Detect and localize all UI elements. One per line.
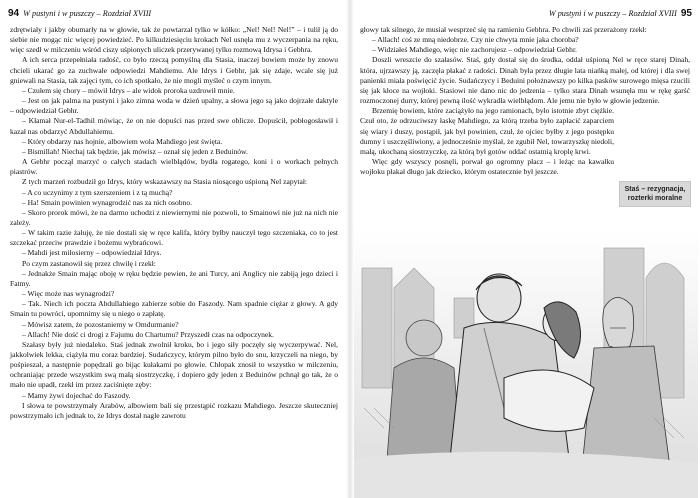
paragraph: – Skoro prorok mówi, że na darmo uchodzi z niewiernymi nie pozwoli, to Smainowi nie już na nich nie zależy. — [10, 207, 338, 227]
paragraph: – Czułem się chory – mówił Idrys – ale widok proroka uzdrowił mnie. — [22, 85, 235, 95]
paragraph: A ich serca przepełniała radość, co było rzeczą pomyślną dla Stasia, inaczej bowiem może by znowu chcieli ukarać go za zuchwałe odpowiedzi Mahdiemu. Ale Idrys i Gebhr, jak się zdaje, wcale się już gniewali na Stasia, tak zajęci tym, co ich spotkało, że nie mogli myśleć o czym innym. — [10, 55, 338, 85]
left-page-header — [8, 8, 155, 19]
paragraph: – Mamy żywi dojechać do Faszody. — [22, 390, 131, 400]
paragraph: A Gebhr począł marzyć o całych stadach wielbłądów, bydła rogatego, koni i o workach pełnych piastrów. — [10, 157, 338, 177]
paragraph: – Jednakże Smain mając oboję w ręku będzie pewien, że ani Turcy, ani Anglicy nie zabiją jego dzieci i Fatmy. — [10, 268, 338, 288]
paragraph: – Mówisz zatem, że pozostaniemy w Omdurmanie? — [22, 319, 179, 329]
running-title-left: W pustyni i w puszczy – Rozdział XVIII — [23, 9, 152, 18]
paragraph: Po czym zastanowił się przez chwilę i rzekł: — [22, 258, 156, 268]
paragraph: – Kłamał Nur-el-Tadhil mówiąc, że on nie dopuści nas przed swe oblicze. Dopuścił, pobłogosławił i kazał nas obdarzyć Abdullahiemu. — [10, 116, 338, 136]
paragraph: – W takim razie żałuję, że nie dostali się w ręce kalifa, który byłby nauczył tego szczeniaka, co to jest szczekać przeciw prawdzie i bożemu wybrańcowi. — [10, 228, 338, 248]
paragraph: – Tak. Niech ich poczta Abdullahiego zabierze sobie do Faszody. Nam spadnie ciężar z głowy. A gdy Smain tu powróci, upomnimy się u niego o zapłatę. — [10, 299, 338, 319]
paragraph: Z tych marzeń rozbudził go Idrys, który wskazawszy na Stasia niosącego uśpioną Nel zapytał: — [22, 177, 308, 187]
paragraph: – Allach! Nie dość ci drogi z Fajumu do Chartumu? Przyszedł czas na odpoczynek. — [22, 329, 274, 339]
page-number-right: 95 — [680, 8, 692, 19]
right-page — [352, 0, 700, 498]
engraving-illustration — [354, 228, 698, 498]
paragraph: Brzemię bowiem, które zaciążyło na jego ramionach, było istotnie zbyt ciężkie. Czuł oto, że odrzuciwszy łaskę Mahdiego, za którą trzeba było zapłacić zaparciem się wiary i duszy, postąpił, jak był powinien, czuł, że ojciec byłby z jego postępku dumny i uszczęśliwiony, a jednocześnie myślał, że zgubił Nel, towarzyszkę niedoli, małą, ukochaną siostrzyczkę, za którą był gotów oddać ostatnią kroplę krwi. — [360, 106, 614, 156]
paragraph: – Jest on jak palma na pustyni i jako zimna woda w dzień upalny, a słowa jego są jako dojrzałe daktyle – odpowiedział Gebhr. — [10, 96, 338, 116]
left-page-text — [10, 25, 338, 421]
right-page-text — [360, 25, 690, 177]
paragraph: Szałasy były już niedaleko. Staś jednak zwolnił kroku, bo i jego siły poczęły się wyczerpywać. Nel, jakkolwiek lekka, ciążyła mu coraz bardziej. Sudańczycy, którym pilno było do snu, krzyczeli na niego, by pośpieszał, a następnie popędzali go bijąc kułakami po głowie. Chłopak znosił to wszystko w milczeniu, ochraniając przede wszystkim swą małą siostrzyczkę, i dopiero gdy jeden z Beduinów pchnął go tak, że o mało nie upadł, rzekł im przez zaciśnięte zęby: — [10, 339, 338, 390]
paragraph: głowy tak silnego, że musiał wesprzeć się na ramieniu Gebhra. Po chwili zaś przerażony rzekł: — [360, 25, 647, 34]
running-title-right: W pustyni i w puszczy – Rozdział XVIII — [548, 9, 677, 18]
paragraph: – Mahdi jest miłosierny – odpowiedział Idrys. — [22, 248, 162, 258]
paragraph: – Który obdarzy nas hojnie, albowiem wola Mahdiego jest święta. — [22, 136, 223, 146]
left-page — [0, 0, 348, 498]
paragraph: – Więc może nas wynagrodzi? — [22, 289, 115, 299]
ground — [354, 452, 698, 498]
margin-note: Staś – rezygnacja, rozterki moralne — [619, 181, 691, 207]
paragraph: – Ha! Smain powinien wynagrodzić nas za nich osobno. — [22, 197, 192, 207]
paragraph: – Allach! coś ze mną niedobrze. Czy nie chwyta mnie jaka choroba? — [372, 35, 579, 45]
paragraph: – Bismillah! Niechaj tak będzie, jak mówisz – oznał się jeden z Beduinów. — [22, 146, 248, 156]
right-page-header — [545, 8, 692, 19]
page-number-left: 94 — [8, 8, 20, 19]
paragraph: – Widziałeś Mahdiego, więc nie zachorujesz – odpowiedział Gebhr. — [372, 45, 577, 55]
paragraph: zdrętwiały i jakby obumarły na w głowie, tak że powtarzał tylko w kółko: „Nel! Nel! Nel!” – i tulił ją do siebie nie mogąc nic więcej powiedzieć. Po kilkudziesięciu krokach Nel usnęła mu z wyczerpania na ręku, więc szedł w milczeniu wśród ciszy uśpionych uliczek przerywanej tylko rozmową Idrysa i Gebhra. — [10, 25, 338, 55]
paragraph: – A co uczynimy z tym szerszeniem i z tą muchą? — [22, 187, 173, 197]
paragraph: I słowa te powstrzymały Arabów, albowiem bali się przestąpić rozkazu Mahdiego. Jeszcze skuteczniej powstrzymało ich jednak to, że Idrys dostał nagle zawrotu — [10, 400, 338, 420]
paragraph: Doszli wreszcie do szałasów. Staś, gdy dostał się do środka, oddał uśpioną Nel w ręce starej Dinah, która, ujrzawszy ją, zaczęła płakać z radości. Dinah była przez długie lata niańką małej, od której i dla swej panienki miała poświęcić życie. Sudańczycy i Beduini położnawszy po kilka pasków surowego mięsa rzucili się jak kłoce na wojłoki. Stasiowi nie dano nic do jedzenia – tylko stara Dinah wsunęła mu w rękę garść rozmoczonej durry, której pewną ilość wykradła wielbłądom. Ale jemu nie było w głowie jedzenie. — [360, 55, 690, 106]
paragraph: Więc gdy wszyscy posnęli, porwał go ogromny płacz – i leżąc na kawałku wojłoku płakał długo jak dziecko, którym ostatecznie był jeszcze. — [360, 157, 614, 177]
